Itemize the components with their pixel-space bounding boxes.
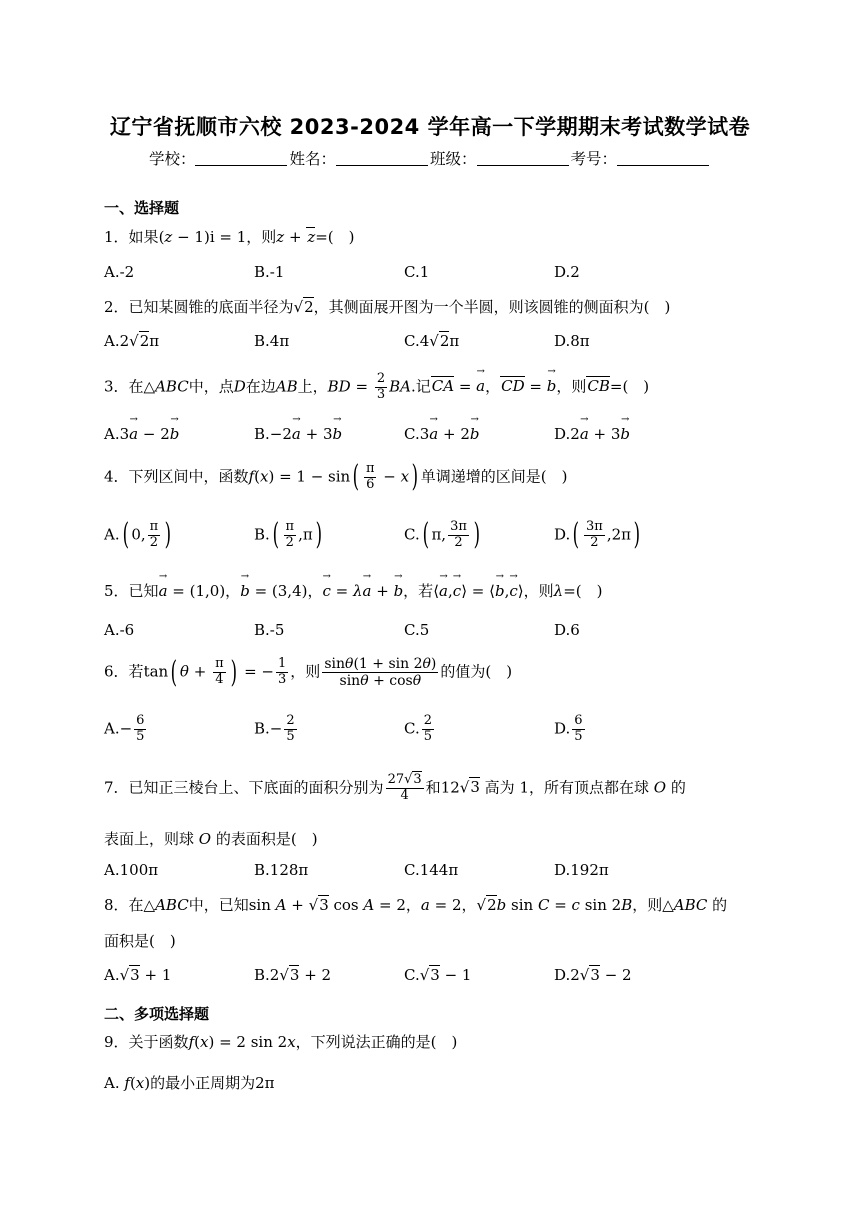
q9-option-a[interactable]: A. f(x)的最小正周期为2π bbox=[104, 1074, 275, 1092]
q5-option-b[interactable]: B.-5 bbox=[254, 621, 285, 639]
q8-option-a[interactable]: A.√3 + 1 bbox=[104, 966, 172, 984]
question-6: 6．若tan( θ + $\frac{\pi}{4}$ ) = − $\frac{1}{3}$ ，则 $\frac{\sin\theta(1 + \sin 2\theta)}{\sin\theta + \cos\theta}$ 的值为( ) bbox=[104, 654, 513, 690]
q2-option-a[interactable]: A.2√2π bbox=[104, 332, 160, 350]
question-7: 7．已知正三棱台上、下底面的面积分别为 $\frac{27√3}{4}$ 和12√3 高为 1，所有顶点都在球 O 的 bbox=[104, 772, 686, 803]
q5-option-c[interactable]: C.5 bbox=[404, 621, 430, 639]
question-7-line-2: 表面上，则球 O 的表面积是( ) bbox=[104, 830, 318, 848]
student-info-line bbox=[0, 147, 860, 169]
q5-option-d[interactable]: D.6 bbox=[554, 621, 580, 639]
q4-option-d[interactable]: D.( $\frac{3\pi}{2}$ ,2π) bbox=[554, 517, 641, 553]
class-field[interactable] bbox=[477, 151, 569, 166]
q6-option-a[interactable]: A.− $\frac{6}{5}$ bbox=[104, 713, 145, 744]
section-heading-multiple-choice: 二、多项选择题 bbox=[104, 1005, 210, 1023]
school-field[interactable] bbox=[195, 151, 287, 166]
q8-option-d[interactable]: D.2√3 − 2 bbox=[554, 966, 632, 984]
q4-option-c[interactable]: C.( π, $\frac{3\pi}{2}$ ) bbox=[404, 517, 480, 553]
question-8-line-2: 面积是( ) bbox=[104, 932, 176, 950]
q1-option-c[interactable]: C.1 bbox=[404, 263, 430, 281]
class-label: 班级： bbox=[430, 150, 477, 168]
q3-option-a[interactable]: A.3→ a − 2→ b bbox=[104, 425, 179, 443]
q1-option-d[interactable]: D.2 bbox=[554, 263, 580, 281]
question-3: 3．在△ABC中，点D在边AB上，BD = $\frac{2}{3}$ BA.记CA = → a，CD = → b，则CB=( ) bbox=[104, 372, 649, 403]
q2-option-d[interactable]: D.8π bbox=[554, 332, 590, 350]
section-heading-single-choice: 一、选择题 bbox=[104, 199, 180, 217]
q6-option-b[interactable]: B.− $\frac{2}{5}$ bbox=[254, 713, 295, 744]
name-label: 姓名： bbox=[289, 150, 336, 168]
q1-option-b[interactable]: B.-1 bbox=[254, 263, 285, 281]
q8-option-c[interactable]: C.√3 − 1 bbox=[404, 966, 472, 984]
q4-option-a[interactable]: A.( 0, $\frac{\pi}{2}$ ) bbox=[104, 517, 172, 553]
q1-option-a[interactable]: A.-2 bbox=[104, 263, 135, 281]
school-label: 学校： bbox=[148, 150, 196, 168]
q7-option-c[interactable]: C.144π bbox=[404, 861, 459, 879]
q6-option-c[interactable]: C. $\frac{2}{5}$ bbox=[404, 713, 432, 744]
q2-option-b[interactable]: B.4π bbox=[254, 332, 290, 350]
exam-title: 辽宁省抚顺市六校 2023-2024 学年高一下学期期末考试数学试卷 bbox=[109, 115, 751, 139]
q7-option-b[interactable]: B.128π bbox=[254, 861, 309, 879]
q6-option-d[interactable]: D. $\frac{6}{5}$ bbox=[554, 713, 583, 744]
question-8: 8．在△ABC中，已知sin A + √3 cos A = 2，a = 2，√2b sin C = c sin 2B，则△ABC 的 bbox=[104, 896, 728, 914]
question-2: 2．已知某圆锥的底面半径为√2，其侧面展开图为一个半圆，则该圆锥的侧面积为( ) bbox=[104, 298, 671, 316]
question-4: 4．下列区间中，函数f(x) = 1 − sin( $\frac{\pi}{6}$ − x) 单调递增的区间是( ) bbox=[104, 459, 568, 495]
question-1: 1．如果(z − 1)i = 1，则z + z=( ) bbox=[104, 228, 355, 246]
question-9: 9．关于函数f(x) = 2 sin 2x，下列说法正确的是( ) bbox=[104, 1033, 458, 1051]
question-5: 5．已知→ a = (1,0)，→ b = (3,4)，→ c = λ→ a + → b，若⟨→ a,→ c⟩ = ⟨→ b,→ c⟩，则λ=( ) bbox=[104, 580, 602, 601]
q3-option-c[interactable]: C.3→ a + 2→ b bbox=[404, 425, 479, 443]
name-field[interactable] bbox=[336, 151, 428, 166]
q5-option-a[interactable]: A.-6 bbox=[104, 621, 135, 639]
q3-option-d[interactable]: D.2→ a + 3→ b bbox=[554, 425, 630, 443]
q8-option-b[interactable]: B.2√3 + 2 bbox=[254, 966, 332, 984]
q3-option-b[interactable]: B.−2→ a + 3→ b bbox=[254, 425, 342, 443]
q7-option-d[interactable]: D.192π bbox=[554, 861, 609, 879]
q4-option-b[interactable]: B.( $\frac{\pi}{2}$ ,π) bbox=[254, 517, 322, 553]
q7-option-a[interactable]: A.100π bbox=[104, 861, 159, 879]
number-label: 考号： bbox=[570, 150, 618, 168]
q2-option-c[interactable]: C.4√2π bbox=[404, 332, 460, 350]
number-field[interactable] bbox=[617, 151, 709, 166]
